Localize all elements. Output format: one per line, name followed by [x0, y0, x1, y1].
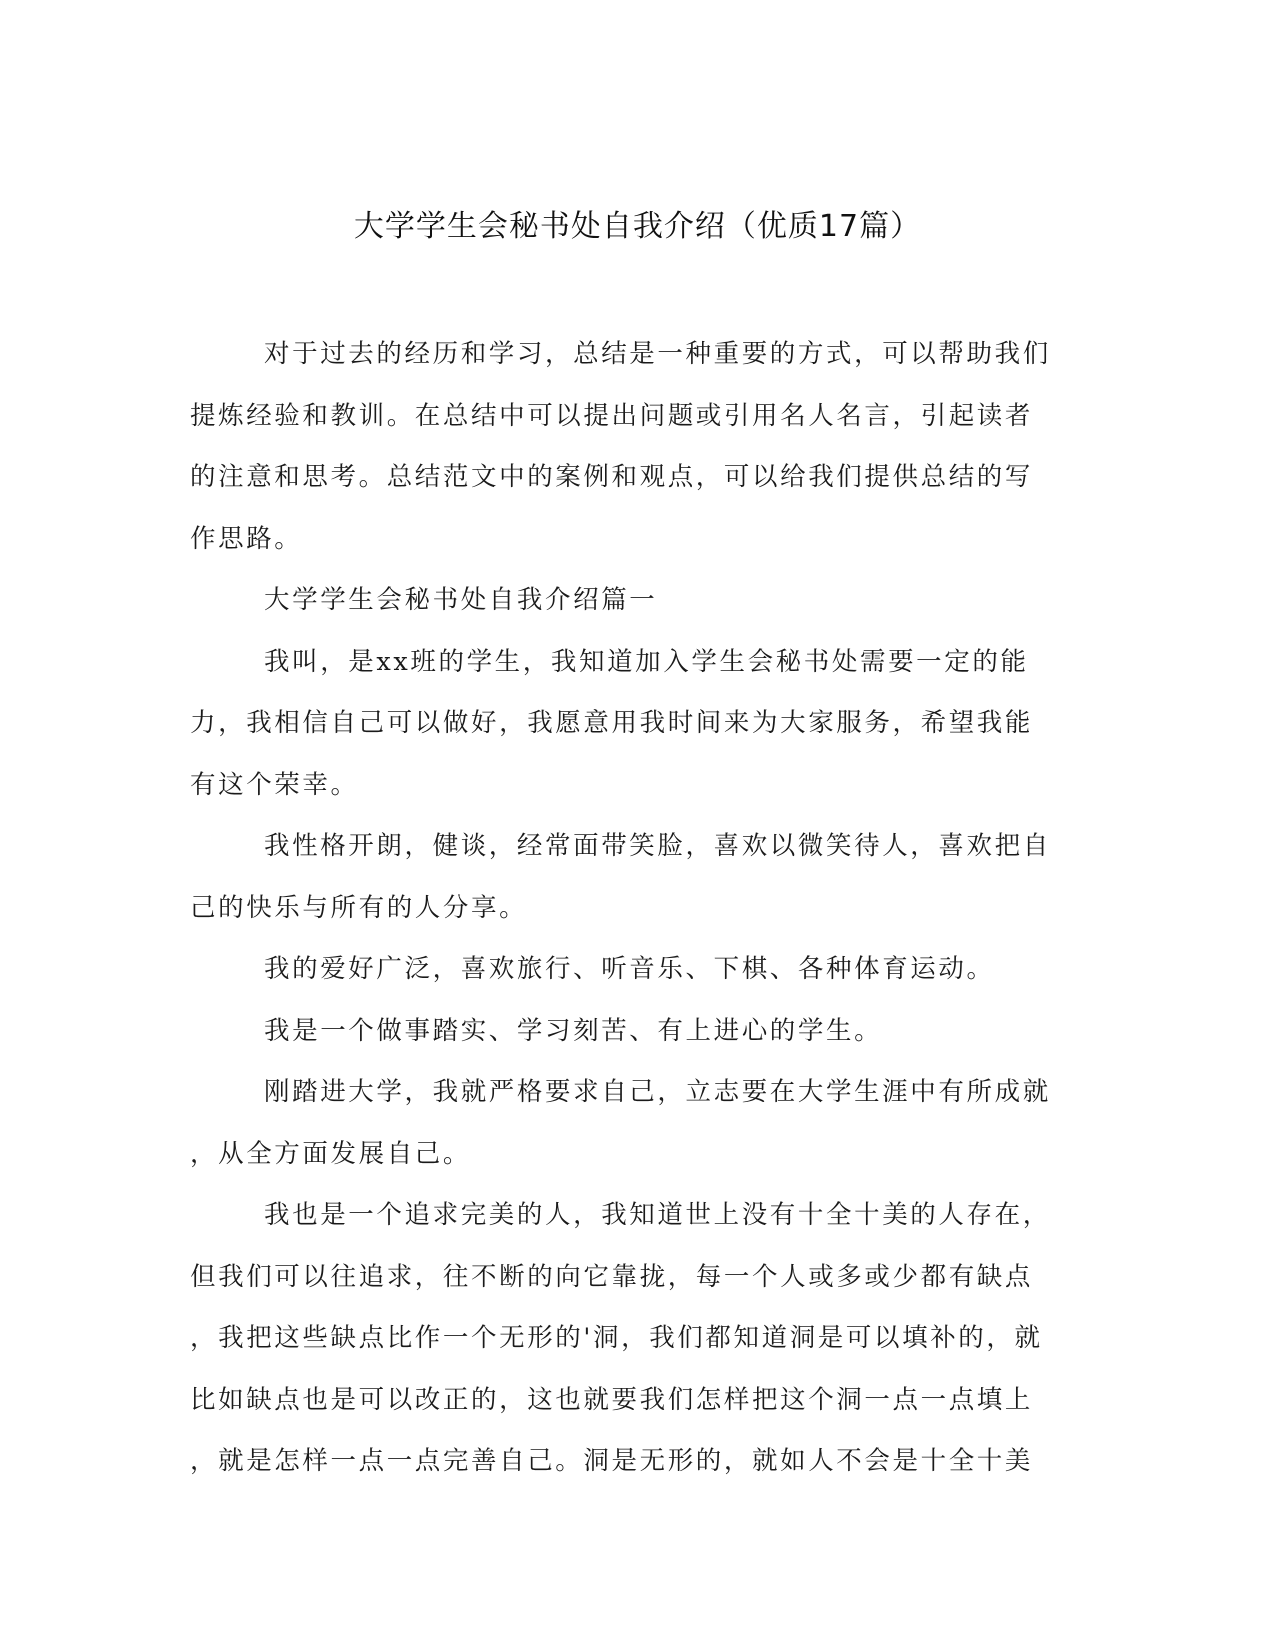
document-body	[190, 324, 1080, 1493]
text-line: 对于过去的经历和学习，总结是一种重要的方式，可以帮助我们	[264, 339, 1051, 369]
text-line: 我性格开朗，健谈，经常面带笑脸，喜欢以微笑待人，喜欢把自	[264, 831, 1051, 861]
document-title: 大学学生会秘书处自我介绍（优质17篇）	[353, 209, 922, 244]
text-line: 力，我相信自己可以做好，我愿意用我时间来为大家服务，希望我能	[190, 708, 1034, 738]
text-line: 提炼经验和教训。在总结中可以提出问题或引用名人名言，引起读者	[190, 400, 1034, 431]
text-line: 的注意和思考。总结范文中的案例和观点，可以给我们提供总结的写	[190, 462, 1034, 492]
section-heading	[190, 570, 1080, 632]
paragraph-intro	[190, 324, 1080, 570]
text-line: 大学学生会秘书处自我介绍篇一	[264, 585, 658, 615]
paragraph	[190, 939, 1080, 1001]
paragraph	[190, 1185, 1080, 1493]
text-line: 但我们可以往追求，往不断的向它靠拢，每一个人或多或少都有缺点	[190, 1261, 1034, 1292]
text-line: 我是一个做事踏实、学习刻苦、有上进心的学生。	[264, 1015, 883, 1046]
paragraph	[190, 816, 1080, 939]
text-line: 我的爱好广泛，喜欢旅行、听音乐、下棋、各种体育运动。	[264, 954, 995, 984]
text-line: 刚踏进大学，我就严格要求自己，立志要在大学生涯中有所成就	[264, 1077, 1051, 1107]
paragraph	[190, 1001, 1080, 1063]
paragraph	[190, 632, 1080, 817]
text-line: 己的快乐与所有的人分享。	[190, 892, 528, 923]
paragraph	[190, 1062, 1080, 1185]
text-line: 有这个荣幸。	[190, 769, 359, 800]
text-line: ，从全方面发展自己。	[190, 1138, 472, 1169]
text-line: 作思路。	[190, 523, 303, 554]
text-line: 我也是一个追求完美的人，我知道世上没有十全十美的人存在，	[264, 1200, 1051, 1230]
text-line: 我叫，是xx班的学生，我知道加入学生会秘书处需要一定的能	[264, 646, 1029, 677]
text-line: ，我把这些缺点比作一个无形的'洞，我们都知道洞是可以填补的，就	[190, 1323, 1043, 1353]
text-line: ，就是怎样一点一点完善自己。洞是无形的，就如人不会是十全十美	[190, 1446, 1034, 1476]
text-line: 比如缺点也是可以改正的，这也就要我们怎样把这个洞一点一点填上	[190, 1384, 1034, 1415]
